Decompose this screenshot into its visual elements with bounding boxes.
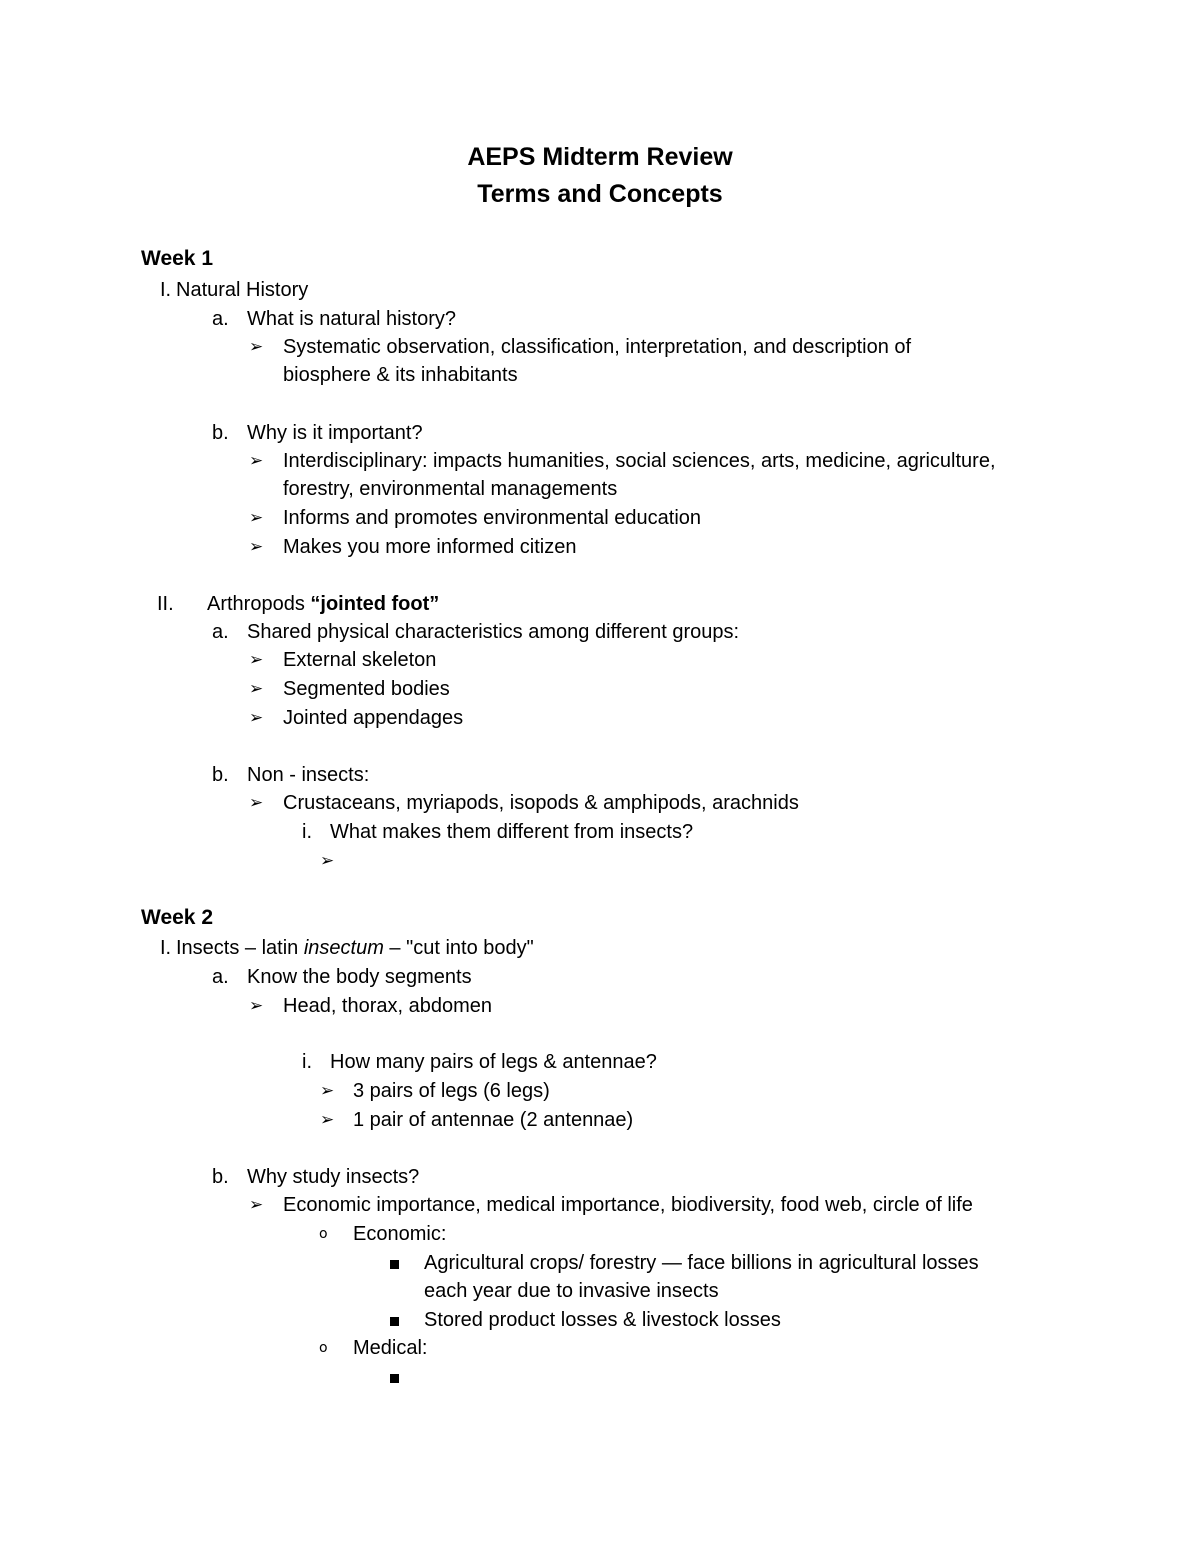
section-heading [207, 592, 439, 616]
outline-item: What is natural history? [247, 308, 456, 330]
square-bullet-icon [390, 1308, 399, 1332]
outline-letter: b. [212, 1166, 229, 1188]
sub-sub-bullet-text: Agricultural crops/ forestry — face billions in agricultural losses [424, 1252, 979, 1274]
outline-numeral: I. [160, 937, 172, 959]
section-heading [176, 936, 534, 960]
section-heading: Natural History [176, 279, 309, 301]
section-heading-text-end: – "cut into body" [383, 937, 534, 959]
arrow-bullet-icon: ➢ [249, 996, 264, 1016]
outline-item: Non - insects: [247, 764, 370, 786]
arrow-bullet-icon: ➢ [249, 508, 264, 528]
outline-roman: i. [302, 1051, 312, 1073]
bullet-text: Jointed appendages [283, 707, 464, 729]
document-subtitle: Terms and Concepts [477, 180, 723, 208]
bullet-text: 3 pairs of legs (6 legs) [353, 1080, 550, 1102]
circle-bullet-icon: o [319, 1226, 328, 1242]
outline-item: Shared physical characteristics among different groups: [247, 621, 740, 643]
bullet-text: Informs and promotes environmental education [283, 507, 702, 529]
bullet-text: Systematic observation, classification, interpretation, and description of [283, 336, 912, 358]
bullet-text-continued: forestry, environmental managements [283, 478, 618, 500]
arrow-bullet-icon: ➢ [249, 337, 264, 357]
arrow-bullet-icon: ➢ [249, 793, 264, 813]
bullet-text: External skeleton [283, 649, 437, 671]
section-heading-text: Arthropods [207, 593, 311, 615]
section-heading-text: Insects – latin [176, 937, 304, 959]
arrow-bullet-icon: ➢ [249, 1195, 264, 1215]
outline-item: Why study insects? [247, 1166, 420, 1188]
arrow-bullet-icon: ➢ [320, 1110, 335, 1130]
outline-letter: a. [212, 308, 229, 330]
week-2-heading: Week 2 [141, 906, 213, 929]
square-bullet-shape [390, 1260, 399, 1269]
square-bullet-icon [390, 1365, 399, 1389]
sub-sub-bullet-text: Stored product losses & livestock losses [424, 1309, 781, 1331]
arrow-bullet-icon: ➢ [249, 537, 264, 557]
bullet-text: Segmented bodies [283, 678, 450, 700]
outline-roman: i. [302, 821, 312, 843]
bullet-text: Makes you more informed citizen [283, 536, 577, 558]
square-bullet-shape [390, 1374, 399, 1383]
bullet-text-continued: biosphere & its inhabitants [283, 364, 518, 386]
square-bullet-shape [390, 1317, 399, 1326]
arrow-bullet-icon: ➢ [249, 679, 264, 699]
outline-letter: a. [212, 621, 229, 643]
arrow-bullet-icon: ➢ [320, 851, 335, 871]
outline-item: Know the body segments [247, 966, 472, 988]
outline-letter: b. [212, 422, 229, 444]
arrow-bullet-icon: ➢ [249, 650, 264, 670]
outline-item: Why is it important? [247, 422, 423, 444]
outline-numeral: II. [157, 593, 174, 615]
section-heading-emphasis: “jointed foot” [310, 593, 440, 615]
section-heading-italic: insectum [303, 937, 384, 959]
outline-letter: a. [212, 966, 229, 988]
arrow-bullet-icon: ➢ [320, 1081, 335, 1101]
sub-sub-bullet-text-continued: each year due to invasive insects [424, 1280, 719, 1302]
arrow-bullet-icon: ➢ [249, 708, 264, 728]
bullet-text: Economic importance, medical importance, biodiversity, food web, circle of life [283, 1194, 973, 1216]
outline-letter: b. [212, 764, 229, 786]
sub-bullet-text: Medical: [353, 1337, 428, 1359]
document-title: AEPS Midterm Review [467, 143, 733, 171]
bullet-text: Interdisciplinary: impacts humanities, social sciences, arts, medicine, agriculture, [283, 450, 996, 472]
bullet-text: Crustaceans, myriapods, isopods & amphipods, arachnids [283, 792, 799, 814]
square-bullet-icon [390, 1251, 399, 1275]
outline-numeral: I. [160, 279, 172, 301]
sub-bullet-text: Economic: [353, 1223, 447, 1245]
bullet-text: Head, thorax, abdomen [283, 995, 493, 1017]
bullet-text: 1 pair of antennae (2 antennae) [353, 1109, 634, 1131]
arrow-bullet-icon: ➢ [249, 451, 264, 471]
outline-subitem: What makes them different from insects? [330, 821, 694, 843]
circle-bullet-icon: o [319, 1340, 328, 1356]
outline-subitem: How many pairs of legs & antennae? [330, 1051, 657, 1073]
week-1-heading: Week 1 [141, 247, 213, 270]
